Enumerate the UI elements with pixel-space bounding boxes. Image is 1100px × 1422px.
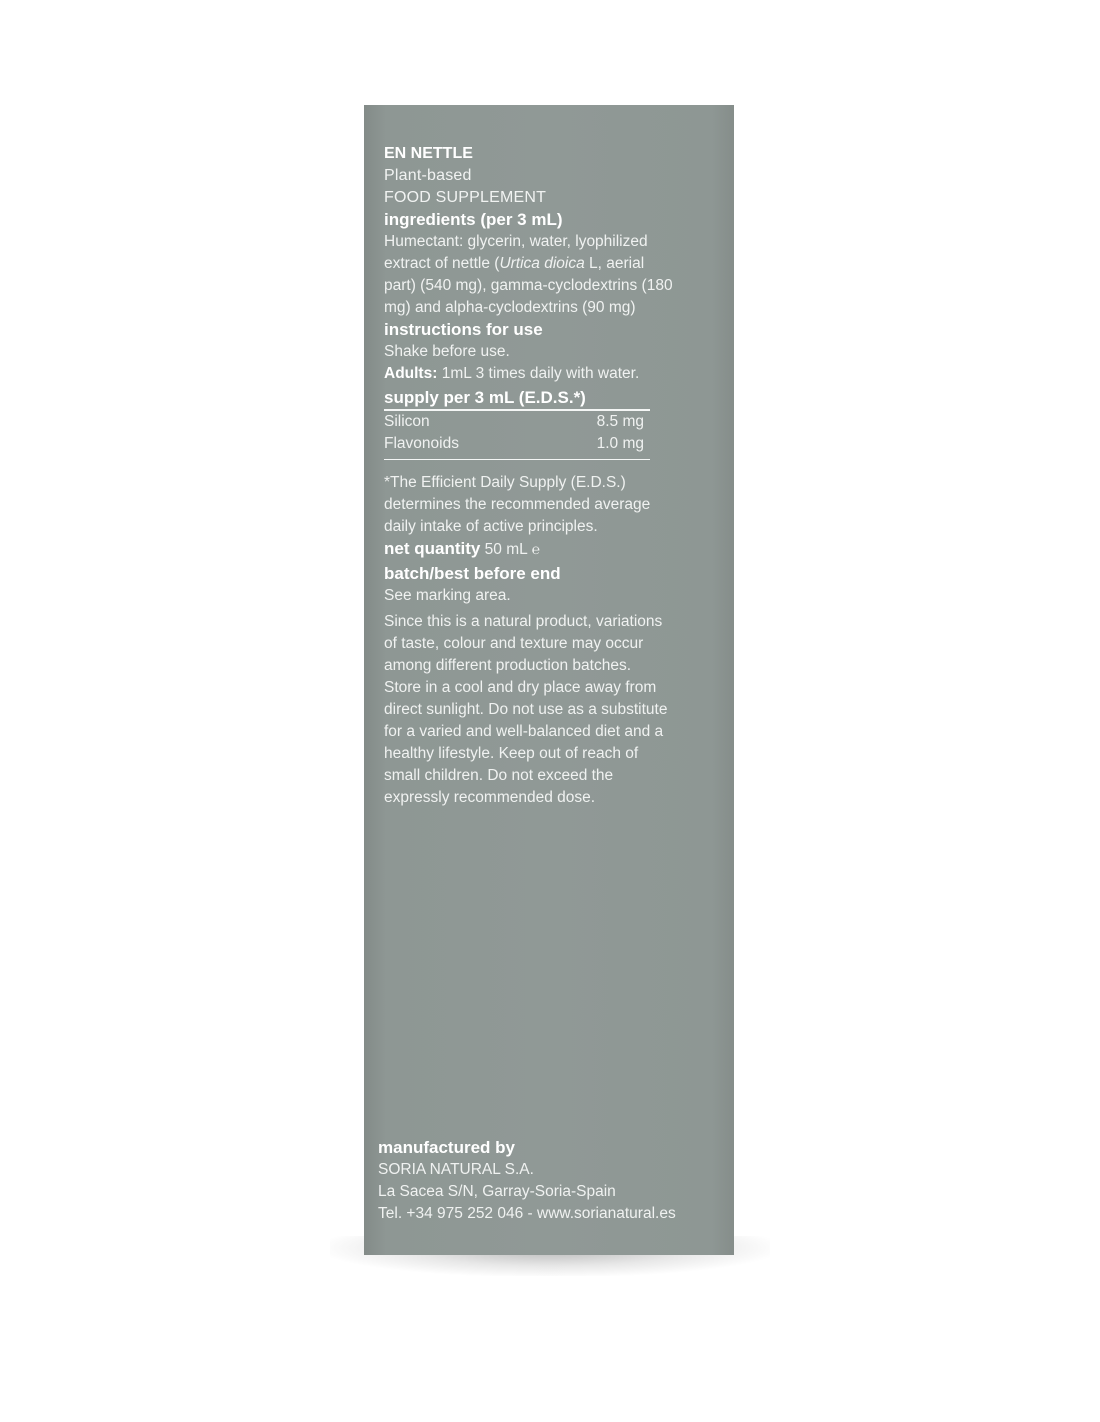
label-content	[384, 143, 719, 809]
instructions-line: Shake before use.	[384, 343, 510, 360]
ingredients-heading: ingredients (per 3 mL)	[384, 210, 563, 229]
table-row	[384, 411, 650, 433]
eds-note-line: determines the recommended average	[384, 496, 651, 513]
table-row	[384, 433, 650, 455]
manufacturer-address: La Sacea S/N, Garray-Soria-Spain	[378, 1183, 616, 1200]
ingredients-line	[384, 253, 719, 275]
batch-text: See marking area.	[384, 587, 511, 604]
notice-line: for a varied and well-balanced diet and a	[384, 723, 664, 740]
ingredients-line: mg) and alpha-cyclodextrins (90 mg)	[384, 299, 636, 316]
product-subtitle-1: Plant-based	[384, 167, 472, 184]
manufacturer-heading: manufactured by	[378, 1138, 515, 1157]
net-quantity-label: net quantity	[384, 539, 481, 558]
adults-label: Adults:	[384, 365, 438, 382]
ingredients-line: Humectant: glycerin, water, lyophilized	[384, 233, 648, 250]
nutrient-name: Flavonoids	[384, 435, 459, 452]
manufacturer-name: SORIA NATURAL S.A.	[378, 1161, 534, 1178]
product-subtitle-2: FOOD SUPPLEMENT	[384, 189, 547, 206]
latin-name: Urtica dioica	[499, 255, 585, 272]
eds-note-line: daily intake of active principles.	[384, 518, 598, 535]
product-title: EN NETTLE	[384, 145, 473, 162]
manufacturer-contact: Tel. +34 975 252 046 - www.sorianatural.es	[378, 1205, 676, 1222]
notice-line: Since this is a natural product, variations	[384, 613, 663, 630]
notice-line: Store in a cool and dry place away from	[384, 679, 657, 696]
supply-heading: supply per 3 mL (E.D.S.*)	[384, 388, 586, 407]
eds-note-line: *The Efficient Daily Supply (E.D.S.)	[384, 474, 626, 491]
ingredients-text: extract of nettle (	[384, 255, 500, 272]
product-box-side-panel	[364, 105, 734, 1255]
adults-text: 1mL 3 times daily with water.	[437, 365, 640, 382]
nutrient-value: 1.0 mg	[596, 435, 644, 452]
notice-line: direct sunlight. Do not use as a substitute	[384, 701, 668, 718]
supply-table	[384, 387, 650, 460]
notice-line: of taste, colour and texture may occur	[384, 635, 644, 652]
notice-line: expressly recommended dose.	[384, 789, 596, 806]
batch-heading: batch/best before end	[384, 564, 561, 583]
notice-line: small children. Do not exceed the	[384, 767, 614, 784]
notice-line: among different production batches.	[384, 657, 632, 674]
ingredients-line: part) (540 mg), gamma-cyclodextrins (180	[384, 277, 673, 294]
ingredients-text: L, aerial	[584, 255, 645, 272]
instructions-adults	[384, 363, 719, 385]
estimated-sign-icon: ℮	[531, 541, 541, 557]
spacer	[384, 460, 719, 472]
instructions-heading: instructions for use	[384, 320, 543, 339]
net-quantity-value: 50 mL	[480, 541, 528, 558]
notice-line: healthy lifestyle. Keep out of reach of	[384, 745, 639, 762]
nutrient-name: Silicon	[384, 413, 430, 430]
nutrient-value: 8.5 mg	[596, 413, 644, 430]
manufacturer-block	[378, 1137, 723, 1225]
net-quantity	[384, 538, 719, 561]
